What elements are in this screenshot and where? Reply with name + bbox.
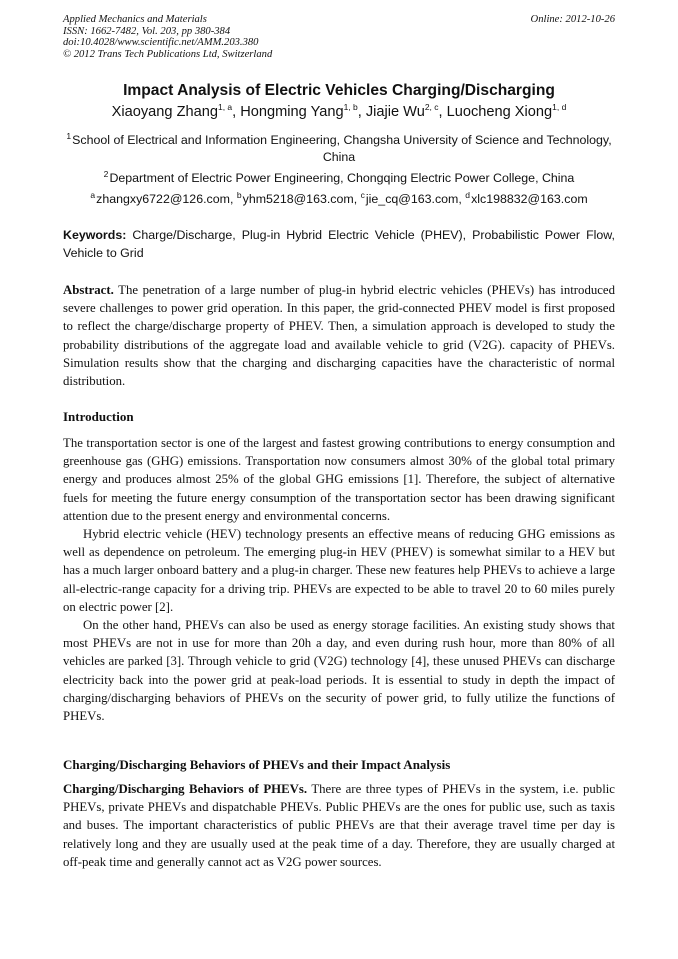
- introduction-body: [63, 434, 615, 725]
- abstract-text: The penetration of a large number of plug-in hybrid electric vehicles (PHEVs) has introduced severe challenges to power grid operation. In this paper, the grid-connected PHEV model is first proposed to reflect the charge/discharge property of PHEV. Then, a simulation approach is developed to study the probability distributions of the aggregate load and available vehicle to grid (V2G). capacity of PHEVs. Simulation results show that the charging and discharging capacities have the characteristic of normal distribution.: [63, 283, 616, 389]
- author-name: Xiaoyang Zhang: [111, 104, 218, 120]
- author-superscript: 2, c: [424, 102, 439, 113]
- keywords: [63, 227, 615, 262]
- author-superscript: 1, a: [217, 102, 233, 113]
- email-address: zhangxy6722@126.com,: [96, 192, 234, 206]
- author-superscript: 1, d: [552, 102, 567, 113]
- doi-line: doi:10.4028/www.scientific.net/AMM.203.380: [63, 37, 259, 49]
- email-superscript: a: [90, 189, 96, 200]
- affiliation-text: Department of Electric Power Engineering, Chongqing Electric Power College, China: [109, 171, 575, 185]
- email-list: [63, 191, 615, 207]
- online-date: Online: 2012-10-26: [530, 14, 615, 25]
- issn-line: ISSN: 1662-7482, Vol. 203, pp 380-384: [63, 25, 231, 37]
- paragraph: On the other hand, PHEVs can also be used as energy storage facilities. An existing study shows that most PHEVs are not in use for more than 20h a day, and even during rush hour, more than 80% of all vehicles are parked [3]. Through vehicle to grid (V2G) technology [4], these unused PHEVs can discharge electricity back into the power grid at peak-load periods. It is essential to study in depth the impact of charging/discharging behaviors of PHEVs on the security of power grid, to fully utilize the functions of PHEVs.: [63, 618, 615, 724]
- affiliation-2: [63, 170, 615, 186]
- keywords-label: Keywords:: [63, 228, 127, 242]
- author-superscript: 1, b: [343, 102, 358, 113]
- email-superscript: c: [360, 189, 365, 200]
- email-address: jie_cq@163.com,: [365, 192, 462, 206]
- journal-header: [63, 14, 272, 60]
- affiliation-superscript: 1: [66, 130, 72, 141]
- author-name: Jiajie Wu: [365, 104, 425, 120]
- introduction-heading: Introduction: [63, 409, 134, 424]
- affiliation-text: School of Electrical and Information Engineering, Changsha University of Science and Technology, China: [72, 133, 612, 164]
- abstract-label: Abstract.: [63, 283, 114, 297]
- author-name: Hongming Yang: [240, 104, 344, 120]
- section-body: [63, 780, 615, 871]
- email-address: yhm5218@163.com,: [242, 192, 358, 206]
- affiliation-1: [63, 132, 615, 165]
- email-address: xlc198832@163.com: [471, 192, 588, 206]
- section-heading: Charging/Discharging Behaviors of PHEVs and their Impact Analysis: [63, 757, 451, 772]
- paper-title: Impact Analysis of Electric Vehicles Charging/Discharging: [123, 82, 555, 99]
- paragraph: The transportation sector is one of the largest and fastest growing contributions to energy consumption and greenhouse gas (GHG) emissions. Transportation now consumers almost 30% of the global total primary energy and produces almost 25% of the global GHG emissions [1]. Therefore, the subject of alternative fuels for meeting the future energy consumption of the transportation sector has been drawing significant attention due to the present energy and environmental concerns.: [63, 436, 615, 523]
- abstract: [63, 281, 615, 390]
- copyright-line: © 2012 Trans Tech Publications Ltd, Switzerland: [63, 48, 273, 60]
- keywords-text: Charge/Discharge, Plug-in Hybrid Electric Vehicle (PHEV), Probabilistic Power Flow, Vehicle to Grid: [63, 228, 615, 260]
- email-superscript: b: [236, 189, 242, 200]
- subsection-heading: Charging/Discharging Behaviors of PHEVs.: [63, 782, 308, 796]
- journal-name: Applied Mechanics and Materials: [63, 14, 207, 25]
- author-list: Xiaoyang Zhang$^{1, a}$, Hongming Yang$^{1, b}$, Jiajie Wu$^{2, c}$, Luocheng Xiong$^{1, d}$: [111, 102, 567, 120]
- author-name: Luocheng Xiong: [446, 104, 553, 120]
- email-superscript: d: [465, 189, 471, 200]
- paragraph: Hybrid electric vehicle (HEV) technology presents an effective means of reducing GHG emissions as well as dependence on petroleum. The emerging plug-in HEV (PHEV) is somewhat similar to a HEV but has a much larger onboard battery and a plug-in charger. These new features help PHEVs to achieve a large all-electric-range capacity for a driving trip. PHEVs are expected to be able to travel 20 to 60 miles purely on electric power [2].: [63, 527, 615, 614]
- affiliation-superscript: 2: [103, 168, 109, 179]
- section-text: There are three types of PHEVs in the system, i.e. public PHEVs, private PHEVs and dispatchable PHEVs. Public PHEVs are the ones for public use, such as taxis and buses. The important characteristics of public PHEVs are that their average travel time per day is relatively long and they are usually used at the peak time of a day. Therefore, they are usually charged at off-peak time and generally cannot act as V2G power sources.: [63, 782, 615, 869]
